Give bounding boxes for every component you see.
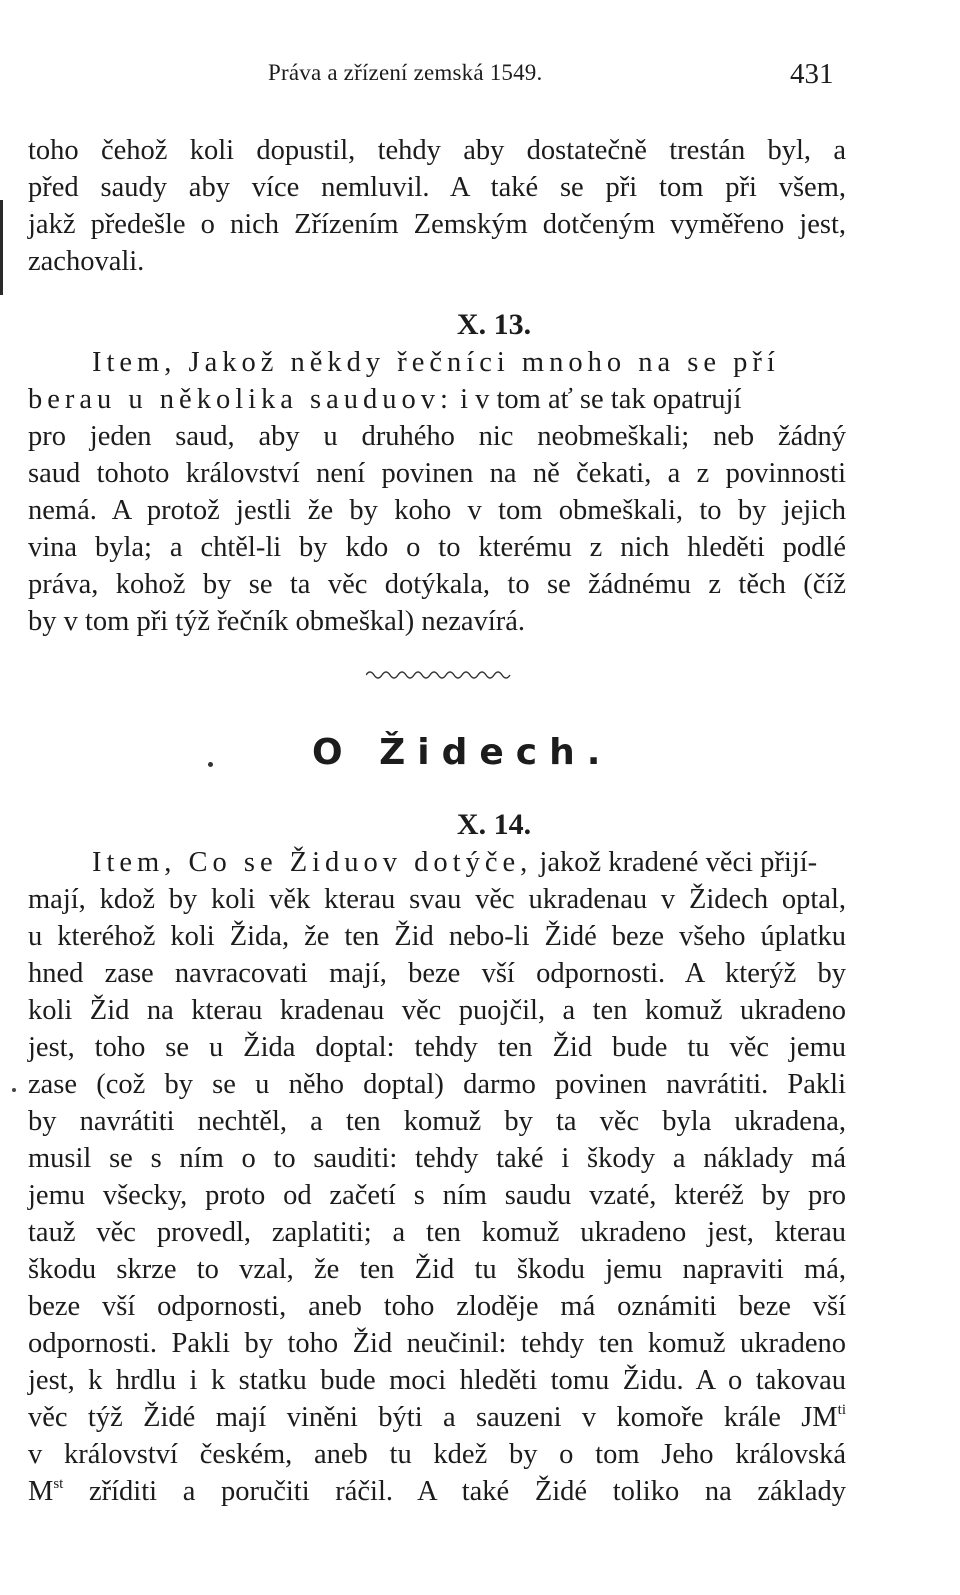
text-line: u kteréhož koli Žida, že ten Žid nebo-li Židé beze všeho úplatku [28, 921, 846, 952]
margin-rule [0, 200, 3, 295]
speck [208, 762, 213, 767]
text-run: i v tom ať se tak opatrují [452, 384, 742, 415]
text-line: toho čehož koli dopustil, tehdy aby dostatečně trestán byl, a [28, 135, 846, 166]
text-line: saud tohoto království není povinen na ně čekati, a z povinnosti [28, 458, 846, 489]
superscript: ti [837, 1402, 846, 1418]
text-line [28, 382, 846, 418]
section-13-heading: X. 13. [456, 308, 532, 341]
superscript: st [53, 1476, 64, 1492]
text-line: hned zase navracovati mají, beze vší odpornosti. A kterýž by [28, 958, 846, 989]
text-line: koli Žid na kterau kradenau věc puojčil, a ten komuž ukradeno [28, 995, 846, 1026]
text-line: škodu skrze to vzal, že ten Žid tu škodu jemu napraviti má, [28, 1254, 846, 1285]
text-line: by v tom při týž řečník obmeškal) nezavírá. [28, 606, 525, 637]
text-line: zachovali. [28, 246, 145, 277]
chapter-title: O Židech. [312, 732, 613, 773]
spaced-text: Item, Co se Židuov dotýče, [92, 847, 533, 878]
text-line: jakž předešle o nich Zřízením Zemským dotčeným vyměřeno jest, [28, 209, 846, 240]
text-run: věc týž Židé mají viněni býti a sauzeni v komoře krále JM [28, 1402, 838, 1433]
text-line: mají, kdož by koli věk kterau svau věc ukradenau v Židech optal, [28, 884, 846, 915]
running-title: Práva a zřízení zemská 1549. [268, 60, 543, 85]
section-14-heading: X. 14. [456, 808, 532, 841]
page-header [0, 58, 960, 98]
text-line [28, 1474, 846, 1510]
text-run: zříditi a poručiti ráčil. A také Židé toliko na základy [63, 1476, 846, 1507]
text-line [28, 1400, 846, 1436]
text-line: zase (což by se u něho doptal) darmo povinen navrátiti. Pakli [28, 1069, 846, 1100]
text-line: jest, k hrdlu i k statku bude moci hleděti tomu Židu. A o takovau [28, 1365, 846, 1396]
text-line: v království českém, aneb tu kdež by o tom Jeho královská [28, 1439, 846, 1470]
text-line: vina byla; a chtěl-li by kdo o to kterému z nich hleděti podlé [28, 532, 846, 563]
text-line: jemu všecky, proto od začetí s ním saudu vzaté, kteréž by pro [28, 1180, 846, 1211]
text-run: M [28, 1476, 54, 1507]
text-line: před saudy aby více nemluvil. A také se při tom při všem, [28, 172, 846, 203]
text-line: pro jeden saud, aby u druhého nic neobmeškali; neb žádný [28, 421, 846, 452]
text-line [92, 345, 846, 381]
text-line: odpornosti. Pakli by toho Žid neučinil: tehdy ten komuž ukradeno [28, 1328, 846, 1359]
spaced-text: Item, Jakož někdy řečníci mnoho na se pří [92, 347, 780, 378]
text-run: jakož kradené věci přijí- [532, 847, 818, 878]
text-line: beze vší odpornosti, aneb toho zloděje má oznámiti beze vší [28, 1291, 846, 1322]
text-line: musil se s ním o to sauditi: tehdy také i škody a náklady má [28, 1143, 846, 1174]
text-line: by navrátiti nechtěl, a ten komuž by ta věc byla ukradena, [28, 1106, 846, 1137]
text-line: jest, toho se u Žida doptal: tehdy ten Žid bude tu věc jemu [28, 1032, 846, 1063]
speck [12, 1088, 16, 1092]
wavy-divider-ornament [366, 668, 512, 682]
spaced-text: berau u několika sauduov: [28, 384, 453, 415]
text-line: nemá. A protož jestli že by koho v tom obmeškali, to by jejich [28, 495, 846, 526]
text-line [92, 845, 846, 881]
text-line: tauž věc provedl, zaplatiti; a ten komuž ukradeno jest, kterau [28, 1217, 846, 1248]
text-line: práva, kohož by se ta věc dotýkala, to se žádnému z těch (číž [28, 569, 846, 600]
page-number: 431 [790, 58, 834, 90]
